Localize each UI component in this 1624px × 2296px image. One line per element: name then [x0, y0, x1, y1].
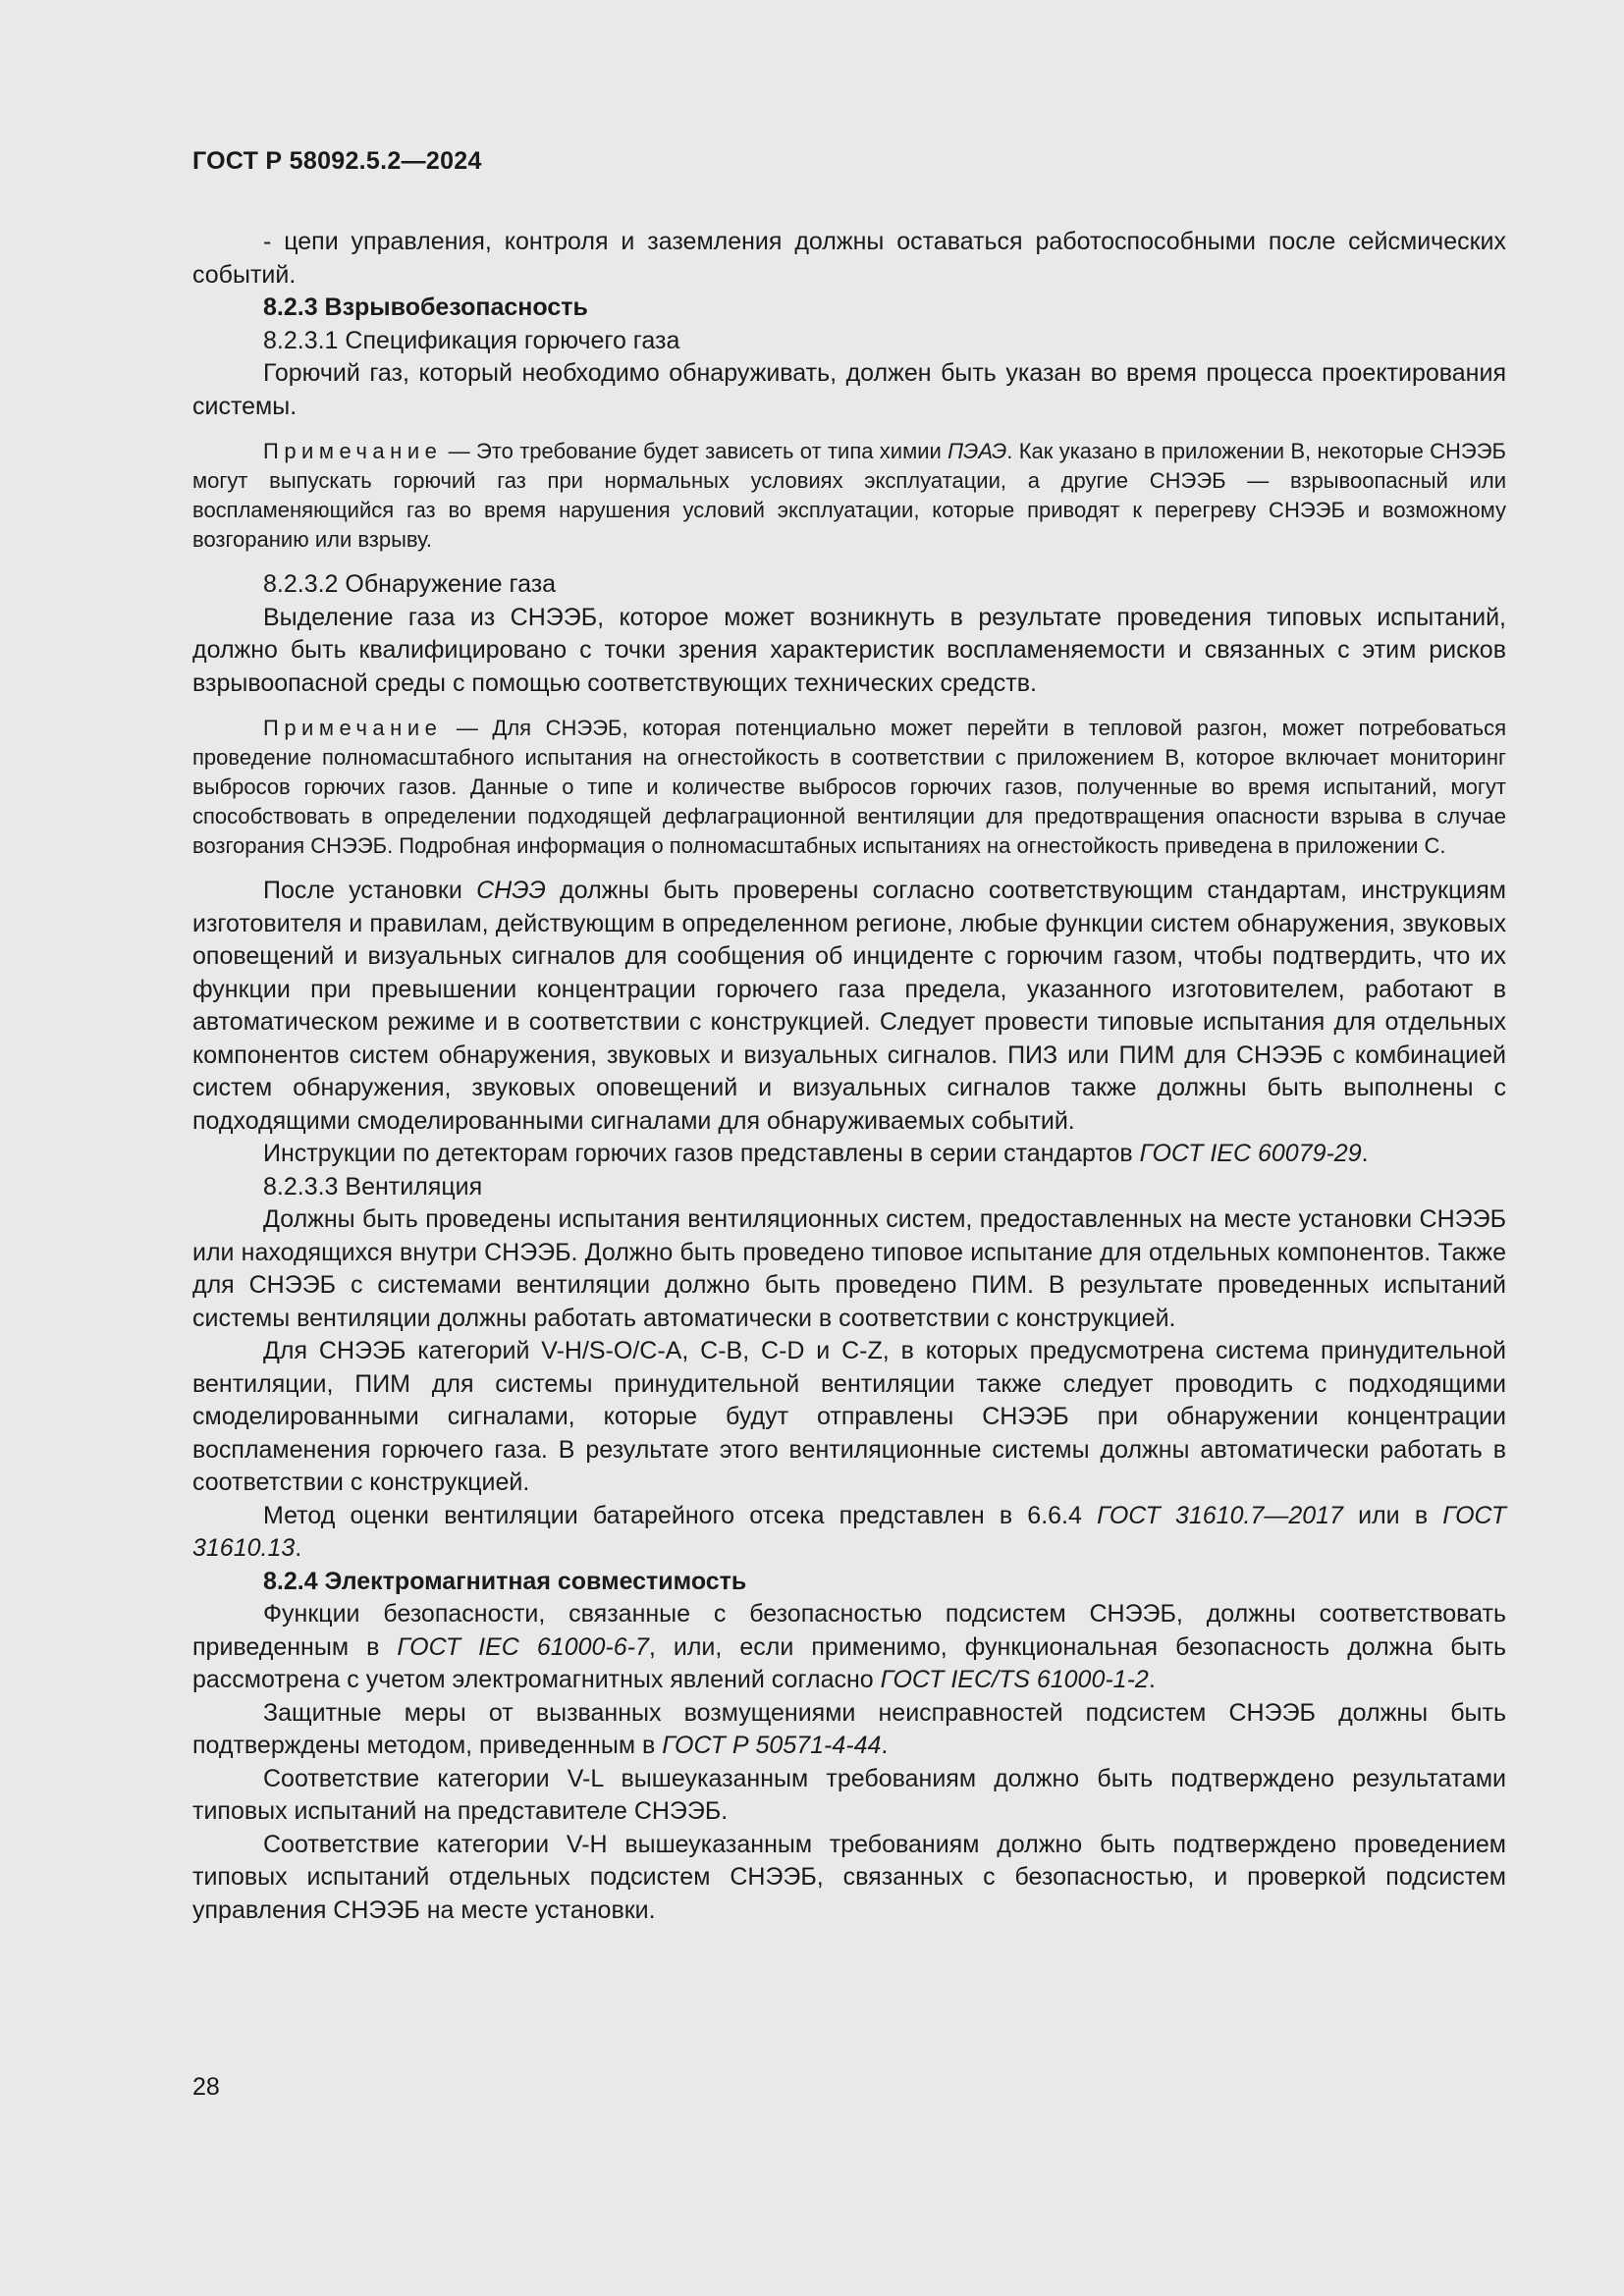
paragraph — [192, 1697, 1506, 1763]
paragraph — [192, 1763, 1506, 1829]
cited-standard: ГОСТ 31610.13 — [192, 1501, 1507, 1562]
paragraph — [192, 226, 1506, 292]
paragraph — [192, 1598, 1506, 1697]
page-number: 28 — [192, 2073, 220, 2101]
paragraph — [192, 875, 1506, 1138]
cited-standard: ГОСТ IEC 60079-29 — [1139, 1140, 1362, 1167]
document-body — [192, 226, 1506, 1927]
cited-standard: ГОСТ 31610.7—2017 — [1097, 1501, 1343, 1529]
section-heading — [192, 292, 1506, 325]
cited-standard: ПЭАЭ — [947, 439, 1007, 463]
note-label: Примечание — [263, 716, 443, 740]
text-run: . — [295, 1534, 302, 1562]
text-run: Горючий газ, который необходимо обнаруживать, должен быть указан во время процесса проектирования системы. — [192, 359, 1506, 420]
paragraph — [192, 357, 1506, 423]
text-run: . — [881, 1732, 889, 1759]
paragraph — [192, 1203, 1506, 1335]
subsection-heading — [192, 325, 1506, 358]
text-run: Защитные меры от вызванных возмущениями неисправностей подсистем СНЭЭБ должны быть подтверждены методом, приведенным в — [192, 1698, 1506, 1759]
text-run: или в — [1342, 1501, 1443, 1529]
document-header: ГОСТ Р 58092.5.2—2024 — [192, 147, 482, 175]
paragraph — [192, 602, 1506, 701]
text-run: , или, если применимо, функциональная безопасность должна быть рассмотрена с учетом электромагнитных явлений согласно — [192, 1632, 1506, 1693]
cited-standard: ГОСТ IEC 61000-6-7 — [397, 1632, 649, 1661]
text-run: Инструкции по детекторам горючих газов представлены в серии стандартов — [263, 1140, 1140, 1167]
text-run: . — [1361, 1140, 1369, 1167]
text-run: 8.2.3.3 Вентиляция — [263, 1172, 483, 1201]
paragraph — [192, 1335, 1506, 1500]
section-heading — [192, 1566, 1506, 1599]
paragraph — [192, 1500, 1506, 1566]
text-run: . — [1148, 1666, 1156, 1693]
text-run: — Это требование будет зависеть от типа химии — [442, 439, 948, 463]
text-run: должны быть проверены согласно соответствующим стандартам, инструкциям изготовителя и правилам, действующим в определенном регионе, любые функции систем обнаружения, звуковых оповещений и визуальных сигналов для сообщения об инциденте с горючим газом, чтобы подтвердить, что их функции при превышении концентрации горючего газа предела, указанного изготовителем, работают в автоматическом режиме и в соответствии с конструкцией. Следует провести типовые испытания для отдельных компонентов систем обнаружения, звуковых и визуальных сигналов. ПИЗ или ПИМ для СНЭЭБ с комбинацией систем обнаружения, звуковых оповещений и визуальных сигналов также должны быть выполнены с подходящими смоделированными сигналами для обнаруживаемых событий. — [192, 877, 1506, 1135]
text-run: Выделение газа из СНЭЭБ, которое может возникнуть в результате проведения типовых испытаний, должно быть квалифицировано с точки зрения характеристик воспламеняемости и связанных с этим рисков взрывоопасной среды с помощью соответствующих технических средств. — [192, 603, 1506, 697]
subsection-heading — [192, 568, 1506, 602]
note-paragraph — [192, 437, 1506, 555]
text-run: - цепи управления, контроля и заземления должны оставаться работоспособными после сейсмических событий. — [192, 228, 1506, 289]
text-run: 8.2.3.1 Спецификация горючего газа — [263, 326, 680, 354]
text-run: Соответствие категории V-L вышеуказанным требованиям должно быть подтверждено результатами типовых испытаний на представителе СНЭЭБ. — [192, 1764, 1506, 1825]
text-run: 8.2.4 Электромагнитная совместимость — [263, 1567, 747, 1595]
paragraph — [192, 1829, 1506, 1928]
text-run: . Как указано в приложении В, некоторые СНЭЭБ могут выпускать горючий газ при нормальных условиях эксплуатации, а другие СНЭЭБ — взрывоопасный или воспламеняющийся газ во время нарушения условий эксплуатации, которые приводят к перегреву СНЭЭБ и возможному возгоранию или взрыву. — [192, 439, 1506, 552]
text-run: Соответствие категории V-H вышеуказанным требованиям должно быть подтверждено проведением типовых испытаний отдельных подсистем СНЭЭБ, связанных с безопасностью, и проверкой подсистем управления СНЭЭБ на месте установки. — [192, 1830, 1506, 1924]
text-run: — Для СНЭЭБ, которая потенциально может перейти в тепловой разгон, может потребоваться проведение полномасштабного испытания на огнестойкость в соответствии с приложением В, которое включает мониторинг выбросов горючих газов. Данные о типе и количестве выбросов горючих газов, полученные во время испытаний, могут способствовать в определении подходящей дефлаграционной вентиляции для предотвращения опасности взрыва в случае возгорания СНЭЭБ. Подробная информация о полномасштабных испытаниях на огнестойкость приведена в приложении С. — [192, 716, 1506, 858]
text-run: 8.2.3.2 Обнаружение газа — [263, 570, 557, 598]
text-run: После установки — [263, 877, 477, 904]
text-run: Для СНЭЭБ категорий V-H/S-O/C-A, C-B, C-D и C-Z, в которых предусмотрена система принудительной вентиляции, ПИМ для системы принудительной вентиляции также следует проводить с подходящими смоделированными сигналами, которые будут отправлены СНЭЭБ при обнаружении концентрации воспламенения горючего газа. В результате этого вентиляционные системы должны автоматически работать в соответствии с конструкцией. — [192, 1337, 1506, 1496]
text-run: Должны быть проведены испытания вентиляционных систем, предоставленных на месте установки СНЭЭБ или находящихся внутри СНЭЭБ. Должно быть проведено типовое испытание для отдельных компонентов. Также для СНЭЭБ с системами вентиляции должно быть проведено ПИМ. В результате проведенных испытаний системы вентиляции должны работать автоматически в соответствии с конструкцией. — [192, 1205, 1506, 1332]
text-run: Метод оценки вентиляции батарейного отсека представлен в 6.6.4 — [263, 1501, 1098, 1529]
paragraph — [192, 1138, 1506, 1171]
subsection-heading — [192, 1171, 1506, 1204]
note-paragraph — [192, 714, 1506, 861]
cited-standard: ГОСТ IEC/TS 61000-1-2 — [880, 1666, 1149, 1693]
cited-standard: СНЭЭ — [476, 877, 546, 904]
text-run: Функции безопасности, связанные с безопасностью подсистем СНЭЭБ, должны соответствовать приведенным в — [192, 1600, 1506, 1661]
text-run: 8.2.3 Взрывобезопасность — [263, 294, 588, 321]
note-label: Примечание — [263, 439, 443, 463]
cited-standard: ГОСТ Р 50571-4-44 — [662, 1732, 882, 1759]
